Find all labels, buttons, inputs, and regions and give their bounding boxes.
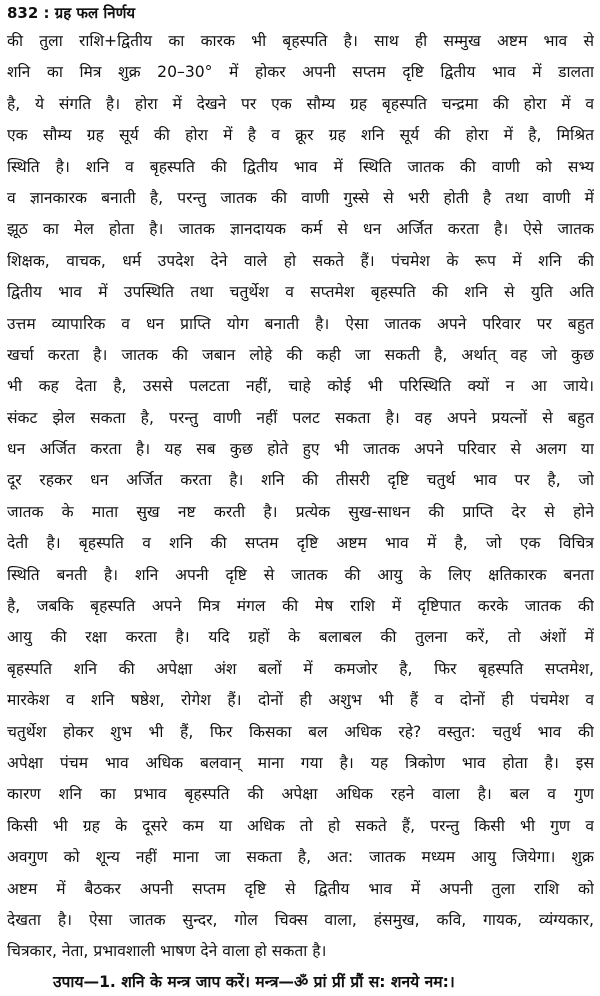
text-line: है, जबकि बृहस्पति अपने मित्र मंगल की मेष राशि में दृष्टिपात करके जातक की <box>7 597 594 616</box>
text-line: उत्तम व्यापारिक व धन प्राप्ति योग बनाती है। ऐसा जातक अपने परिवार पर बहुत <box>7 314 594 333</box>
text-line: भी कह देता है, उससे पलटता नहीं, चाहे कोई भी परिस्थिति क्यों न आ जाये। <box>7 377 594 396</box>
text-line: मारकेश व शनि षष्ठेश, रोगेश हैं। दोनों ही अशुभ भी हैं व दोनों ही पंचमेश व <box>7 691 594 710</box>
text-line: जातक के माता सुख नष्ट करती है। प्रत्येक सुख-साधन की प्राप्ति देर से होने <box>7 502 594 521</box>
remedy-label: उपाय—1. <box>53 972 116 991</box>
remedy-text: शनि के मन्त्र जाप करें। मन्त्र—ॐ प्रां प्रीं प्रौं स: शनये नम:। <box>115 972 455 991</box>
body-paragraph <box>7 26 594 968</box>
text-line: अपेक्षा पंचम भाव अधिक बलवान् माना गया है। यह त्रिकोण भाव होता है। इस <box>7 753 594 772</box>
text-line: अवगुण को शून्य नहीं माना जा सकता है, अत: जातक मध्यम आयु जियेगा। शुक्र <box>7 848 594 867</box>
text-line: बृहस्पति शनि की अपेक्षा अंश बलों में कमजोर है, फिर बृहस्पति सप्तमेश, <box>7 659 594 678</box>
text-line: देखता है। ऐसा जातक सुन्दर, गोल चिक्स वाला, हंसमुख, कवि, गायक, व्यंग्यकार, <box>7 910 594 929</box>
text-line: स्थिति है। शनि व बृहस्पति की द्वितीय भाव में स्थिति जातक की वाणी को सभ्य <box>7 157 594 176</box>
text-line: कारण शनि का प्रभाव बृहस्पति की अपेक्षा अधिक रहने वाला है। बल व गुण <box>7 785 594 804</box>
page-number: 832 <box>7 4 39 22</box>
text-line: अष्टम में बैठकर अपनी सप्तम दृष्टि से द्वितीय भाव में अपनी तुला राशि को <box>7 879 594 898</box>
header-separator: : <box>38 4 55 22</box>
text-line: धन अर्जित करता है। यह सब कुछ होते हुए भी जातक अपने परिवार से अलग या <box>7 440 594 459</box>
text-line: खर्चा करता है। जातक की जबान लोहे की कही जा सकती है, अर्थात् वह जो कुछ <box>7 345 594 364</box>
text-line: स्थिति बनती है। शनि अपनी दृष्टि से जातक की आयु के लिए क्षतिकारक बनता <box>7 565 594 584</box>
text-line: द्वितीय भाव में उपस्थिति तथा चतुर्थेश व सप्तमेश बृहस्पति की शनि से युति अति <box>7 283 594 302</box>
text-line: की तुला राशि+द्वितीय का कारक भी बृहस्पति है। साथ ही सम्मुख अष्टम भाव से <box>7 32 594 50</box>
text-line: चित्रकार, नेता, प्रभावशाली भाषण देने वाला हो सकता है। <box>7 942 327 961</box>
text-line: एक सौम्य ग्रह सूर्य की होरा में है व क्रूर ग्रह शनि सूर्य की होरा में है, मिश्रित <box>7 126 594 145</box>
text-line: देती है। बृहस्पति व शनि की सप्तम दृष्टि अष्टम भाव में है, जो एक विचित्र <box>7 534 594 553</box>
text-line: शनि का मित्र शुक्र 20–30° में होकर अपनी सप्तम दृष्टि द्वितीय भाव में डालता <box>7 63 594 82</box>
chapter-title: ग्रह फल निर्णय <box>54 4 136 22</box>
remedy-line <box>7 968 594 996</box>
text-line: शिक्षक, वाचक, धर्म उपदेश देने वाले हो सकते हैं। पंचमेश के रूप में शनि की <box>7 251 594 270</box>
text-line: आयु की रक्षा करता है। यदि ग्रहों के बलाबल की तुलना करें, तो अंशों में <box>7 628 594 647</box>
page-header <box>7 2 594 26</box>
text-line: किसी भी ग्रह के दूसरे कम या अधिक तो हो सकते हैं, परन्तु किसी भी गुण व <box>7 816 594 835</box>
text-line: चतुर्थेश होकर शुभ भी हैं, फिर किसका बल अधिक रहे? वस्तुत: चतुर्थ भाव की <box>7 722 594 741</box>
text-line: संकट झेल सकता है, परन्तु वाणी नहीं पलट सकता है। वह अपने प्रयत्नों से बहुत <box>7 408 594 427</box>
text-line: है, ये संगति है। होरा में देखने पर एक सौम्य ग्रह बृहस्पति चन्द्रमा की होरा में व <box>7 94 594 113</box>
text-line: दूर रहकर धन अर्जित करता है। शनि की तीसरी दृष्टि चतुर्थ भाव पर है, जो <box>7 471 594 490</box>
text-line: व ज्ञानकारक बनाती है, परन्तु जातक की वाणी गुस्से से भरी होती है तथा वाणी में <box>7 188 594 207</box>
text-line: झूठ का मेल होता है। जातक ज्ञानदायक कर्म से धन अर्जित करता है। ऐसे जातक <box>7 220 594 239</box>
